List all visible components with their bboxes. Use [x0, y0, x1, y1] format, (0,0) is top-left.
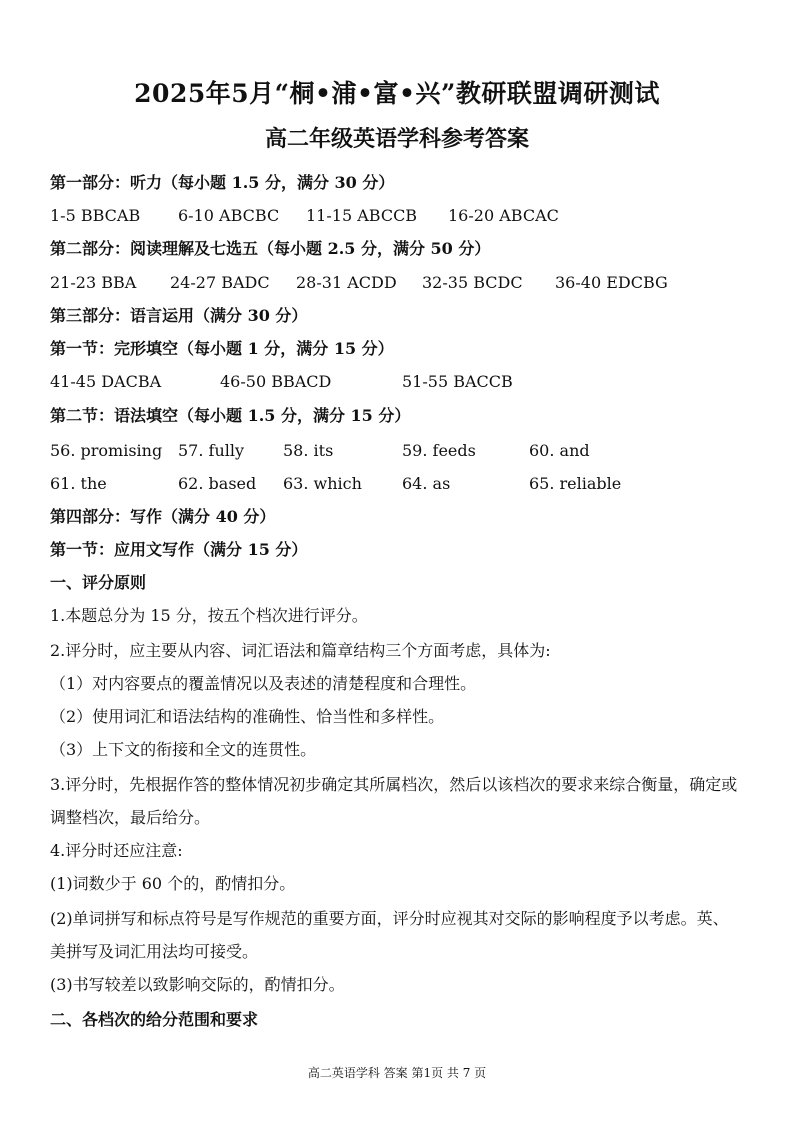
rule-2-item-2: （2）使用词汇和语法结构的准确性、恰当性和多样性。 — [50, 707, 445, 726]
part3-section2-heading: 第二节：语法填空（每小题 1.5 分，满分 15 分） — [50, 406, 411, 425]
rule-2-item-3: （3）上下文的衔接和全文的连贯性。 — [50, 740, 317, 759]
grammar-answer: 58. its — [283, 441, 334, 460]
rule-2-item-1: （1）对内容要点的覆盖情况以及表述的清楚程度和合理性。 — [50, 674, 477, 693]
levels-heading: 二、各档次的给分范围和要求 — [50, 1010, 259, 1029]
grammar-answer: 64. as — [402, 474, 451, 493]
rule-1: 1.本题总分为 15 分，按五个档次进行评分。 — [50, 606, 368, 625]
rule-4-item-1: (1)词数少于 60 个的，酌情扣分。 — [50, 874, 296, 893]
grammar-answer: 56. promising — [50, 441, 163, 460]
answer-group: 1-5 BBCAB — [50, 206, 141, 225]
rule-4-item-3: (3)书写较差以致影响交际的，酌情扣分。 — [50, 975, 345, 994]
document-subtitle: 高二年级英语学科参考答案 — [264, 126, 529, 152]
part1-heading: 第一部分：听力（每小题 1.5 分，满分 30 分） — [50, 173, 395, 192]
grammar-answer: 60. and — [529, 441, 590, 460]
answer-group: 41-45 DACBA — [50, 372, 162, 391]
answer-group: 46-50 BBACD — [220, 372, 332, 391]
part3-section1-heading: 第一节：完形填空（每小题 1 分，满分 15 分） — [50, 339, 394, 358]
part2-heading: 第二部分：阅读理解及七选五（每小题 2.5 分，满分 50 分） — [50, 239, 491, 258]
rule-4: 4.评分时还应注意: — [50, 841, 183, 860]
part4-section1-heading: 第一节：应用文写作（满分 15 分） — [50, 540, 308, 559]
answer-group: 36-40 EDCBG — [555, 273, 668, 292]
answer-group: 32-35 BCDC — [422, 273, 523, 292]
answer-group: 6-10 ABCBC — [178, 206, 280, 225]
answer-group: 28-31 ACDD — [296, 273, 397, 292]
answer-group: 51-55 BACCB — [402, 372, 513, 391]
grammar-answer: 62. based — [178, 474, 257, 493]
part3-heading: 第三部分：语言运用（满分 30 分） — [50, 306, 308, 325]
rule-2: 2.评分时，应主要从内容、词汇语法和篇章结构三个方面考虑，具体为: — [50, 641, 551, 660]
answer-group: 16-20 ABCAC — [448, 206, 559, 225]
document-title: 2025年5月“桐•浦•富•兴”教研联盟调研测试 — [134, 79, 660, 108]
answer-group: 24-27 BADC — [170, 273, 270, 292]
page-footer: 高二英语学科 答案 第1页 共 7 页 — [307, 1066, 487, 1080]
grammar-answer: 63. which — [283, 474, 362, 493]
grammar-answer: 61. the — [50, 474, 107, 493]
grammar-answer: 59. feeds — [402, 441, 476, 460]
grammar-answer: 57. fully — [178, 441, 245, 460]
answer-group: 21-23 BBA — [50, 273, 137, 292]
rule-4-item-2: (2)单词拼写和标点符号是写作规范的重要方面，评分时应视其对交际的影响程度予以考虑。英、美拼写及词汇用法均可接受。 — [50, 909, 729, 961]
principles-heading: 一、评分原则 — [50, 573, 147, 592]
grammar-answer: 65. reliable — [529, 474, 622, 493]
part4-heading: 第四部分：写作（满分 40 分） — [50, 507, 276, 526]
rule-3: 3.评分时，先根据作答的整体情况初步确定其所属档次，然后以该档次的要求来综合衡量，确定或调整档次，最后给分。 — [50, 775, 738, 827]
answer-group: 11-15 ABCCB — [306, 206, 418, 225]
